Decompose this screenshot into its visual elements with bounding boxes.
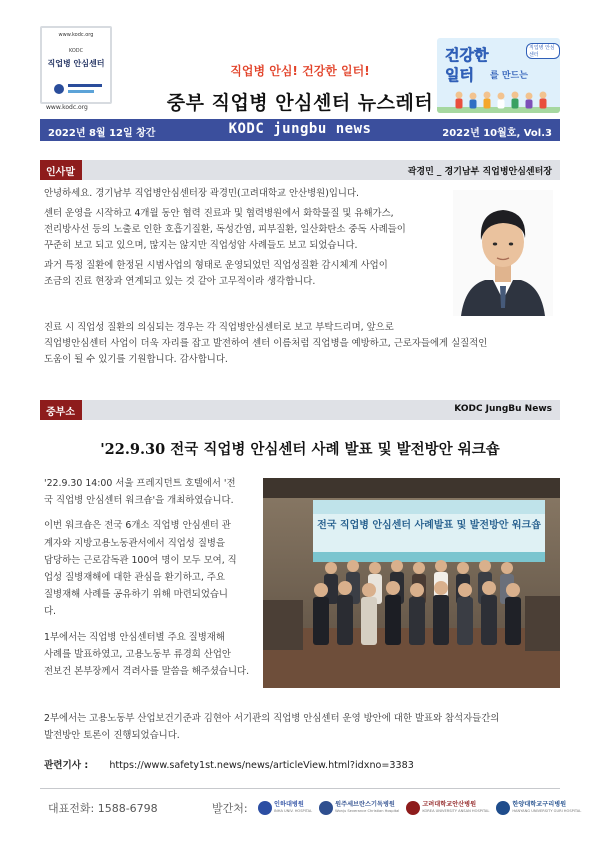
badge-line1: 건강한 — [445, 46, 489, 64]
workers-illustration-icon — [437, 89, 560, 113]
logo-sub: KODC — [68, 48, 84, 54]
greeting-paragraph — [44, 258, 454, 290]
publisher-logos — [258, 797, 581, 819]
org-name: 원주세브란스기독병원 Wonju Severance Christian Hospital — [335, 801, 400, 813]
logo-url-bottom: www.kodc.org — [46, 104, 88, 111]
news-section-right: KODC JungBu News — [454, 404, 552, 414]
inha-logo-icon — [258, 801, 272, 815]
greeting-section-header — [40, 160, 560, 180]
slogan: 직업병 안심! 건강한 일터! — [230, 64, 370, 78]
banner-name: KODC jungbu news — [228, 121, 372, 137]
text-line: 질병재해 사례를 공유하기 위해 마련되었습니 — [44, 589, 228, 601]
wonju-logo-icon — [319, 801, 333, 815]
footer-phone: 대표전화: 1588-6798 — [48, 802, 158, 815]
workshop-group-photo — [263, 478, 560, 688]
related-label: 관련기사 : — [44, 760, 89, 771]
founded-date: 2022년 8월 12일 창간 — [48, 128, 156, 139]
org-name: 인하대병원 INHA UNIV. HOSPITAL — [274, 801, 313, 813]
text-line: 전보건 본부장께서 격려사를 말씀을 해주셨습니다. — [44, 666, 250, 678]
text-line: 업성 질병재해에 대한 관심을 환기하고, 주요 — [44, 572, 225, 584]
text-line: 이번 워크숍은 전국 6개소 직업병 안심센터 관 — [44, 520, 231, 532]
text-line: 전리방사선 등의 노출로 인한 호흡기질환, 독성간염, 피부질환, 일산화탄소 중독 사례들이 — [44, 224, 406, 235]
badge-line3: 를 만드는 — [490, 71, 528, 81]
greeting-paragraph — [44, 320, 560, 368]
badge-line2: 일터 — [445, 66, 474, 84]
text-line: 다. — [44, 606, 57, 618]
text-line: 사례를 발표하였고, 고용노동부 류경희 산업안 — [44, 648, 231, 660]
news-body-wide — [44, 710, 560, 744]
text-line: 2부에서는 고용노동부 산업보건기준과 김현아 서기관의 직업병 안심센터 운영 방안에 대한 발표와 참석자들간의 — [44, 713, 500, 724]
news-headline: '22.9.30 전국 직업병 안심센터 사례 발표 및 발전방안 워크숍 — [100, 441, 500, 458]
news-body — [44, 475, 254, 688]
healthy-workplace-badge — [437, 38, 560, 113]
text-line: 안녕하세요. 경기남부 직업병안심센터장 곽경민(고려대학교 안산병원)입니다. — [44, 188, 359, 199]
footer-publisher-label: 발간처: — [212, 802, 248, 815]
text-line: 꾸준히 보고 되고 있으며, 많지는 않지만 직업성암 사례들도 보고 되었습니다. — [44, 240, 358, 251]
text-line: 진료 시 직업성 질환의 의심되는 경우는 각 직업병안심센터로 보고 부탁드리며, 앞으로 — [44, 322, 394, 333]
greeting-author: 곽경민 _ 경기남부 직업병안심센터장 — [407, 167, 552, 177]
photo-banner-text: 전국 직업병 안심센터 사례발표 및 발전방안 워크숍 — [317, 520, 541, 531]
org-hanyang-guri — [496, 797, 581, 819]
text-line: 도움이 될 수 있기를 기원합니다. 감사합니다. — [44, 354, 228, 365]
news-paragraph — [44, 517, 254, 620]
issue-banner — [40, 119, 560, 141]
text-line: 센터 운영을 시작하고 4개월 동안 협력 진료과 및 협력병원에서 화학물질 및 유해가스, — [44, 208, 394, 219]
org-name: 한양대학교구리병원 HANYANG UNIVERSITY GURI HOSPITAL — [512, 801, 582, 813]
greeting-text — [44, 186, 454, 294]
hanyang-logo-icon — [496, 801, 510, 815]
text-line: 발전방안 토론이 진행되었습니다. — [44, 730, 180, 741]
greeting-paragraph — [44, 186, 454, 202]
news-paragraph — [44, 475, 254, 509]
badge-tag: 직업병 안심센터 — [526, 43, 560, 59]
logo-url-top: www.kodc.org — [58, 32, 94, 38]
related-link[interactable]: https://www.safety1st.news/news/articleView.html?idxno=3383 — [109, 760, 414, 771]
text-line: 1부에서는 직업병 안심센터별 주요 질병재해 — [44, 631, 225, 643]
logo-stripe-icon — [68, 84, 102, 87]
text-line: 담당하는 근로감독관 100여 명이 모두 모여, 직 — [44, 554, 237, 566]
issue-number: 2022년 10월호, Vol.3 — [442, 128, 552, 139]
greeting-text-wide — [44, 320, 560, 372]
director-portrait — [453, 190, 553, 316]
footer-divider — [40, 788, 560, 789]
text-line: 국 직업병 안심센터 워크숍'을 개최하였습니다. — [44, 495, 234, 507]
org-wonju — [319, 797, 399, 819]
news-section-header — [40, 400, 560, 433]
org-inha — [258, 797, 312, 819]
greeting-paragraph — [44, 206, 454, 254]
related-article — [44, 757, 414, 771]
logo-name: 직업병 안심센터 — [47, 59, 105, 68]
newsletter-title: 중부 직업병 안심센터 뉴스레터 — [166, 92, 434, 114]
korea-univ-logo-icon — [406, 801, 420, 815]
org-korea-ansan — [406, 797, 489, 819]
text-line: 조금의 진료 현장과 연계되고 있는 것 같아 고무적이라 생각합니다. — [44, 276, 316, 287]
news-tab: 중부소식 — [40, 400, 82, 420]
greeting-tab: 인사말 — [40, 160, 82, 180]
text-line: 계자와 지방고용노동관서에서 직업성 질병을 — [44, 537, 226, 549]
org-name: 고려대학교안산병원 KOREA UNIVERSITY ANSAN HOSPITAL — [422, 801, 490, 813]
text-line: '22.9.30 14:00 서울 프레지던트 호텔에서 '전 — [44, 478, 236, 489]
text-line: 과거 특정 질환에 한정된 시범사업의 형태로 운영되었던 직업성질환 감시체계 사업이 — [44, 260, 388, 271]
text-line: 직업병안심센터 사업이 더욱 자리를 잡고 발전하여 센터 이름처럼 직업병을 예방하고, 근로자들에게 실질적인 — [44, 338, 488, 349]
